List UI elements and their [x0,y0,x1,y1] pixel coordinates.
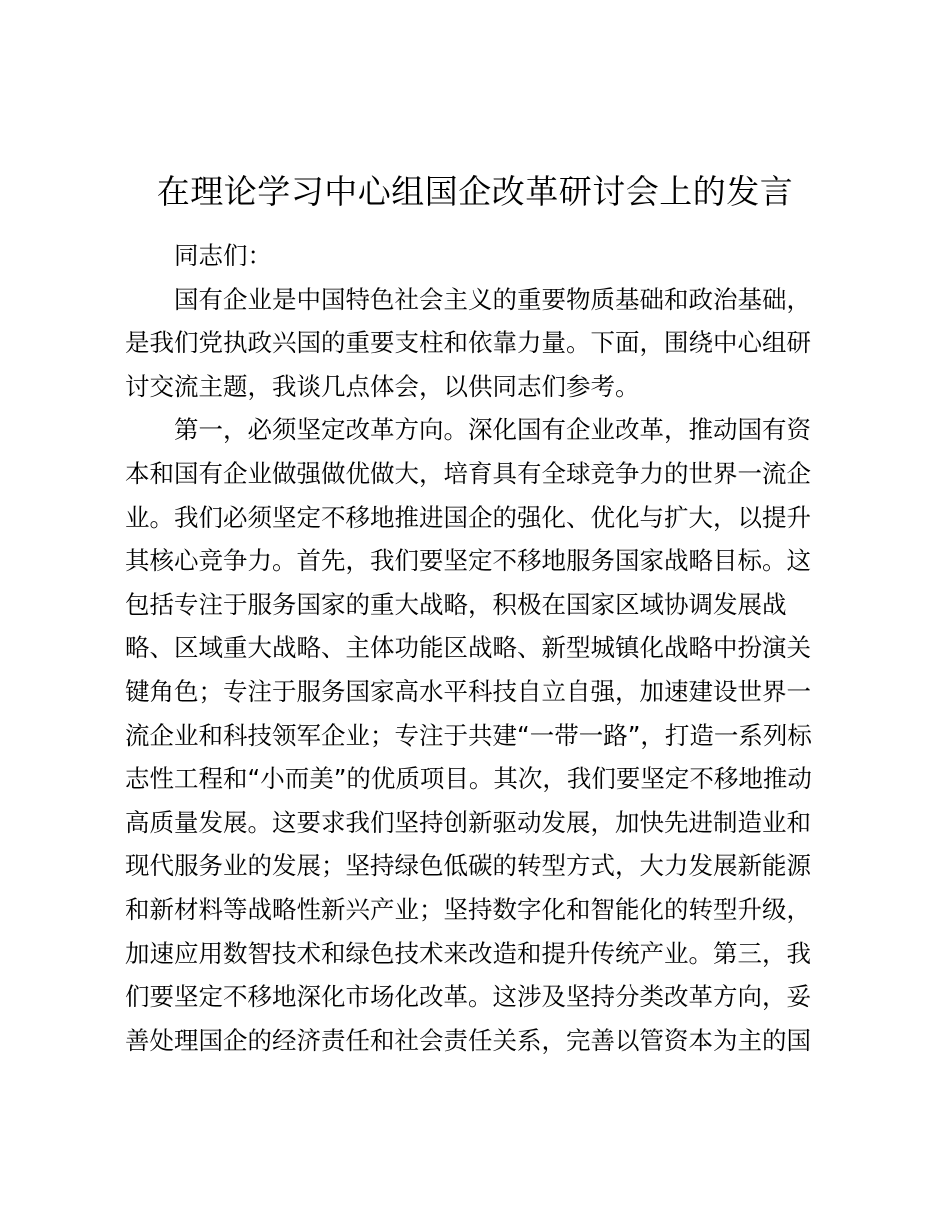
paragraph-line: 高质量发展。这要求我们坚持创新驱动发展，加快先进制造业和 [125,807,811,837]
paragraph-line: 业。我们必须坚定不移地推进国企的强化、优化与扩大，以提升 [125,502,811,532]
paragraph-line: 国有企业是中国特色社会主义的重要物质基础和政治基础， [174,284,811,314]
paragraph-line: 们要坚定不移地深化市场化改革。这涉及坚持分类改革方向，妥 [125,982,811,1012]
paragraph-line: 和新材料等战略性新兴产业；坚持数字化和智能化的转型升级， [125,894,811,924]
paragraph-line: 键角色；专注于服务国家高水平科技自立自强，加速建设世界一 [125,676,811,706]
paragraph-line: 略、区域重大战略、主体功能区战略、新型城镇化战略中扮演关 [125,633,811,663]
paragraph-line: 善处理国企的经济责任和社会责任关系，完善以管资本为主的国 [125,1025,811,1055]
paragraph-line: 流企业和科技领军企业；专注于共建“一带一路”，打造一系列标 [125,720,812,750]
salutation-line: 同志们： [174,241,272,270]
paragraph-line: 第一，必须坚定改革方向。深化国有企业改革，推动国有资 [174,415,811,445]
document-title: 在理论学习中心组国企改革研讨会上的发言 [156,172,794,211]
paragraph-line: 现代服务业的发展；坚持绿色低碳的转型方式，大力发展新能源 [125,851,811,881]
paragraph-line: 加速应用数智技术和绿色技术来改造和提升传统产业。第三，我 [125,938,811,968]
paragraph-line: 包括专注于服务国家的重大战略，积极在国家区域协调发展战 [125,589,787,619]
paragraph-line: 是我们党执政兴国的重要支柱和依靠力量。下面，围绕中心组研 [125,328,811,358]
paragraph-line: 其核心竞争力。首先，我们要坚定不移地服务国家战略目标。这 [125,546,811,576]
paragraph-line: 讨交流主题，我谈几点体会，以供同志们参考。 [125,371,640,401]
paragraph-line: 志性工程和“小而美”的优质项目。其次，我们要坚定不移地推动 [125,764,812,794]
paragraph-line: 本和国有企业做强做优做大，培育具有全球竞争力的世界一流企 [125,458,811,488]
document-body [125,234,825,1062]
